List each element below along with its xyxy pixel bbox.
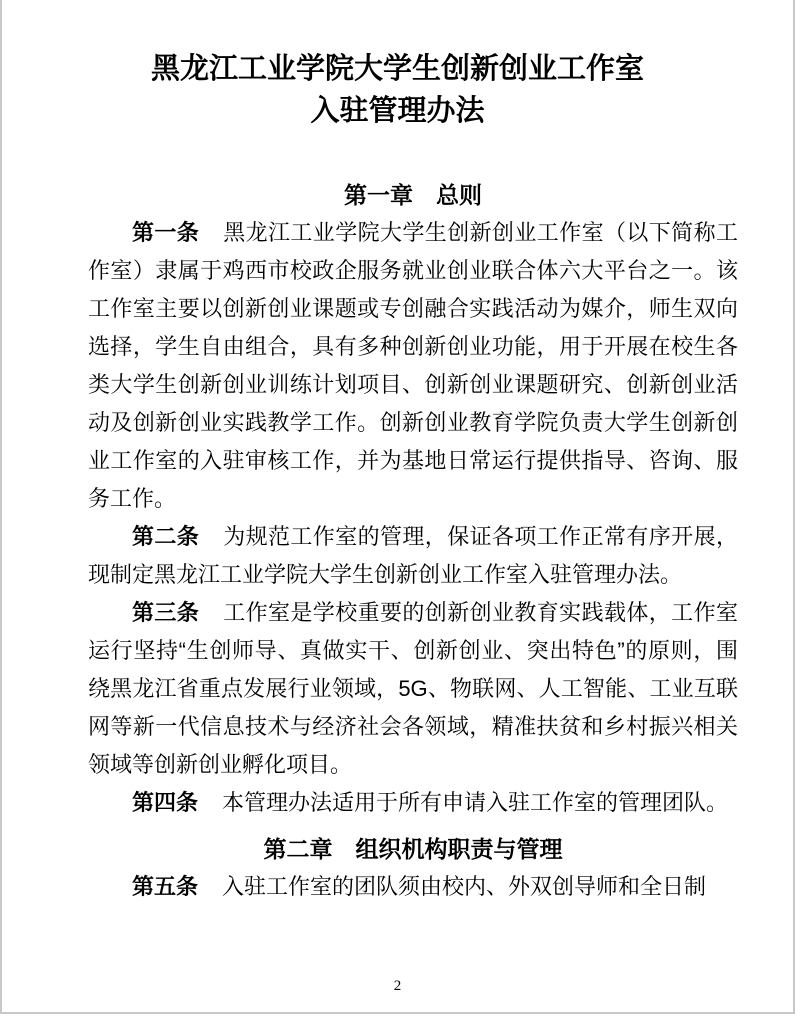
article-paragraph [88,868,738,906]
article-text: 黑龙江工业学院大学生创新创业工作室（以下简称工作室）隶属于鸡西市校政企服务就业创业联合体六大平台之一。该工作室主要以创新创业课题或专创融合实践活动为媒介，师生双向选择，学生自由组合，具有多种创新创业功能，用于开展在校生各类大学生创新创业训练计划项目、创新创业课题研究、创新创业活动及创新创业实践教学工作。创新创业教育学院负责大学生创新创业工作室的入驻审核工作，并为基地日常运行提供指导、咨询、服务工作。 [88,220,738,511]
article-text: 工作室是学校重要的创新创业教育实践载体，工作室运行坚持“生创师导、真做实干、创新创业、突出特色”的原则，围绕黑龙江省重点发展行业领域，5G、物联网、人工智能、工业互联网等新一代信息技术与经济社会各领域，精准扶贫和乡村振兴相关领域等创新创业孵化项目。 [88,600,738,777]
chapter-heading: 第一章 总则 [344,182,482,208]
article-label: 第一条 [132,220,200,245]
article-text: 本管理办法适用于所有申请入驻工作室的管理团队。 [222,790,729,815]
chapter-heading: 第二章 组织机构职责与管理 [263,836,563,862]
article-label: 第三条 [132,600,200,625]
article-text: 入驻工作室的团队须由校内、外双创导师和全日制 [222,874,707,899]
article-label: 第四条 [132,790,199,815]
article-paragraph [88,214,738,518]
document-title [2,0,793,132]
page-number: 2 [393,978,402,994]
article-label: 第五条 [132,874,199,899]
article-paragraph [88,594,738,784]
article-paragraph [88,784,738,822]
article-label: 第二条 [132,524,200,549]
document-title-line1: 黑龙江工业学院大学生创新创业工作室 [150,53,644,85]
article-paragraph [88,518,738,594]
document-title-line2: 入驻管理办法 [310,95,485,127]
document-body [88,176,738,906]
article-text: 为规范工作室的管理，保证各项工作正常有序开展，现制定黑龙江工业学院大学生创新创业工作室入驻管理办法。 [88,524,738,587]
